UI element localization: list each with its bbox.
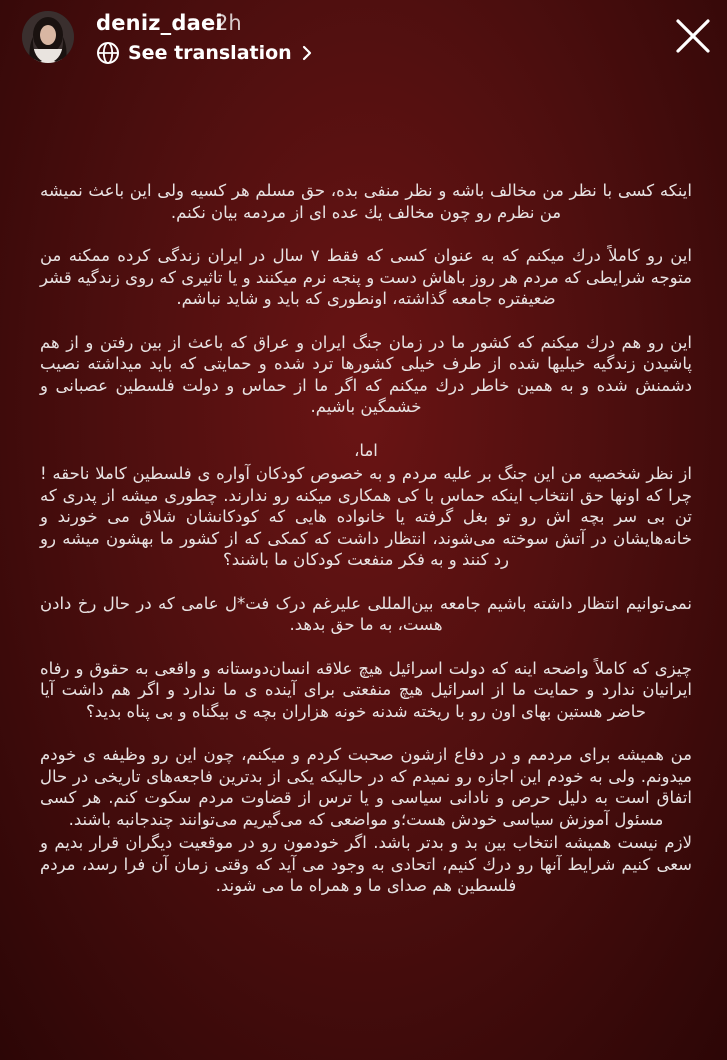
paragraph-4: از نظر شخصیه من این جنگ بر علیه مردم و به خصوص کودکان آواره ی فلسطین کاملا ناحقه ! چرا که اونها حق انتخاب اینکه حماس با کی همکاری میکنه رو ندارند. چطوری میشه از پدری که تن بی سر بچه اش رو تو بغل گرفته یا خانواده هایی که کودکانشان شلاق می خورند و خانه‌هایشان در آتش سوخته می‌شوند، انتظار داشت که کمکی که از کشور ما بهشون میشه رو رد کنند و به فکر منفعت کودکان ما باشند؟	[40, 464, 692, 569]
paragraph-3: این رو هم درك میکنم که کشور ما در زمان جنگ ایران و عراق که باعث از بین رفتن و از هم پاشیدن زندگیه خیلیها شده از طرف خیلی کشورها ترد شده و حمایتی که باید میداشته نصیب دشمنش شده و به همین خاطر درك میکنم که اگر ما از حماس و دولت فلسطین عصبانی و خشمگین باشیم.	[40, 332, 692, 416]
avatar-image	[22, 11, 74, 63]
paragraph-5: نمی‌توانیم انتظار داشته باشیم جامعه بین‌المللی علیرغم درک فت*ل عامی که در حال رخ دادن هست، به ما حق بدهد.	[40, 593, 692, 634]
close-button[interactable]	[672, 15, 714, 57]
paragraph-7: من همیشه برای مردمم و در دفاع ازشون صحبت کردم و میکنم، چون این رو وظیفه ی خودم میدونم. ولی به خودم این اجازه رو نمیدم که در حالیکه یکی از بدترین فاجعه‌های تاریخی در حال اتفاق است به دلیل حرص و نادانی سیاسی و یا ترس از قضاوت مردم سکوت کنم. هر کسی مسئول آموزش سیاسی خودش هست؛و مواضعی که می‌گیریم می‌توانند چندجانبه باشند.	[40, 745, 692, 829]
translate-icon	[96, 41, 120, 65]
paragraph-1: اینکه کسی با نظر من مخالف باشه و نظر منفی بده، حق مسلم هر کسیه ولی این باعث نمیشه من نظرم رو چون مخالف یك عده ای از مردمه بیان نکنم.	[40, 181, 692, 222]
story-text	[40, 180, 692, 897]
see-translation-button[interactable]	[96, 40, 314, 66]
paragraph-but: اما،	[354, 440, 378, 460]
username[interactable]: deniz_daei	[96, 11, 223, 35]
avatar[interactable]	[22, 11, 74, 63]
paragraph-8: لازم نیست همیشه انتخاب بین بد و بدتر باشد. اگر خودمون رو در موقعیت دیگران قرار بدیم و سعی کنیم شرایط آنها رو درك کنیم، اتحادی به وجود می آید که وقتی زمان آن فرا رسد، مردم فلسطین هم صدای ما و همراه ما می شوند.	[40, 833, 692, 895]
paragraph-6: چیزی که کاملاً واضحه اینه که دولت اسرائیل هیچ علاقه انسان‌دوستانه و واقعی به حقوق و رفاه ایرانیان ندارد و حمایت ما از اسرائیل هیچ منفعتی برای آینده ی ما ندارد و اگر هم داشت آیا حاضر هستین بهای اون رو با ریخته شدنه خونه هزاران بچه ی بیگناه و بی پناه بدید؟	[40, 658, 692, 721]
post-time: 2h	[215, 11, 242, 35]
chevron-right-icon	[300, 43, 314, 63]
see-translation-label: See translation	[128, 42, 292, 64]
story-header	[0, 0, 727, 82]
paragraph-2: این رو کاملاً درك میکنم که به عنوان کسی که فقط ۷ سال در ایران زندگی کرده ممکنه من متوجه شرایطی که مردم هر روز باهاش دست و پنجه نرم میکنند و یا تاثیری که روی زندگیه قشر ضعیفتره جامعه گذاشته، اونطوری که باید و شاید نباشم.	[40, 246, 692, 308]
close-icon	[672, 15, 714, 57]
